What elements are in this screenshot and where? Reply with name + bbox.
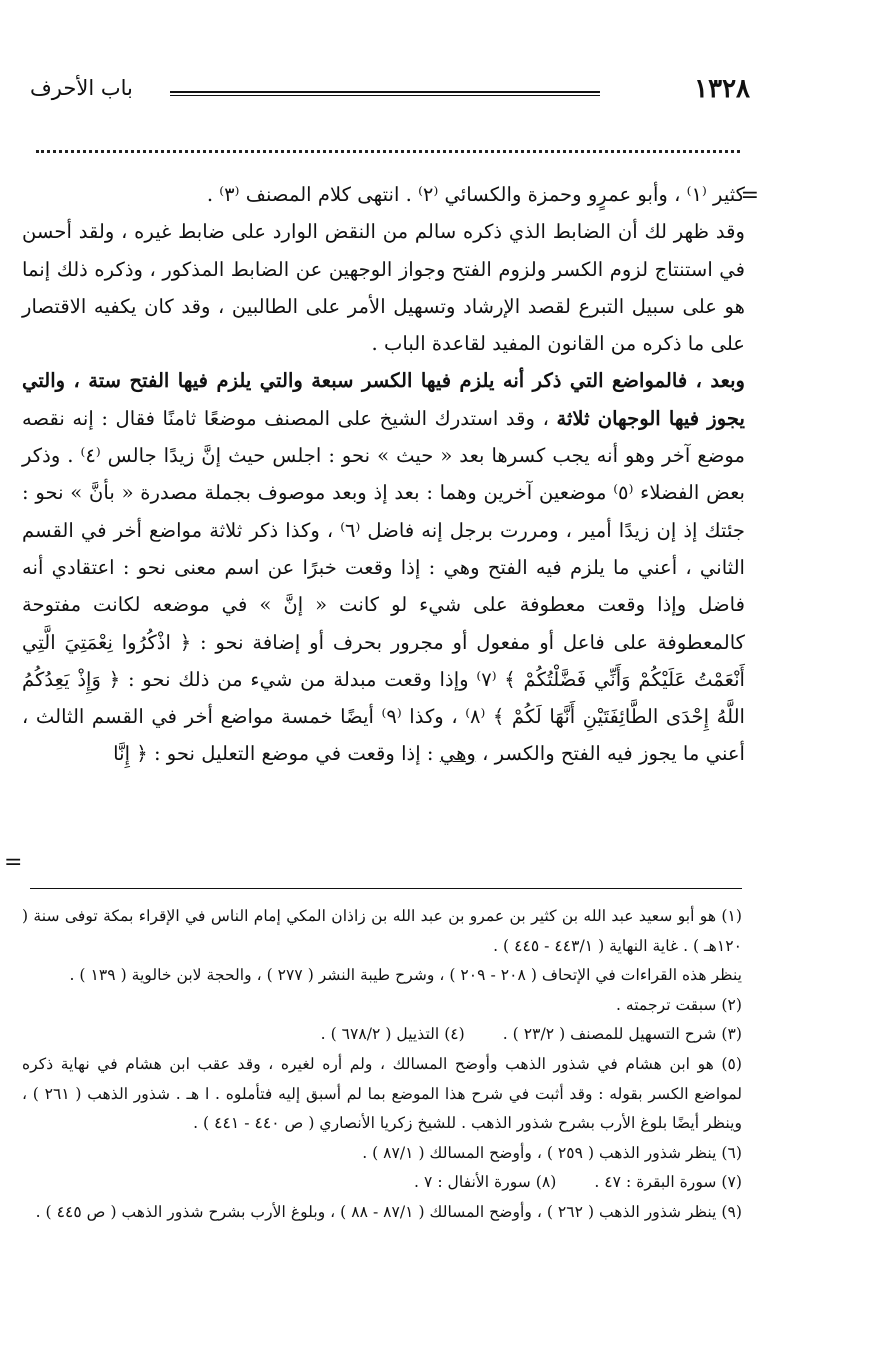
page-number: ١٣٢٨ [694, 74, 750, 104]
footnotes [22, 902, 742, 1228]
continuation-mark-end: = [4, 850, 23, 875]
footnote-8: (٨) سورة الأنفال : ٧ . [414, 1173, 557, 1192]
bold-phrase: وبعد ، فالمواضع التي ذكر أنه يلزم فيها الكسر سبعة والتي يلزم فيها الفتح ستة ، والتي يجوز فيها الوجهان ثلاثة [22, 369, 745, 430]
paragraph-3 [22, 362, 745, 772]
footnote-4: (٤) التذييل ( ٦٧٨/٢ ) . [320, 1025, 465, 1044]
paragraph-3-text: ، وقد استدرك الشيخ على المصنف موضعًا ثامنًا فقال : إنه نقصه موضع آخر وهو أنه يجب كسرها بعد « حيث » نحو : اجلس حيث إنَّ زيدًا جالس ⁽٤⁾ . وذكر بعض الفضلاء ⁽٥⁾ موضعين آخرين وهما : بعد إذ وبعد موصوف بجملة مصدرة « بأنَّ » نحو : جئتك إذ إن زيدًا أمير ، ومررت برجل إنه فاضل ⁽٦⁾ ، وكذا ذكر ثلاثة مواضع أخر في القسم الثاني ، أعني ما يلزم فيه الفتح وهي : إذا وقعت خبرًا عن اسم معنى نحو : اعتقادي أنه فاضل وإذا وقعت معطوفة على شيء لو كانت « إنَّ » في موضعه لكانت مفتوحة كالمعطوفة على فاعل أو مفعول أو مجرور بحرف أو إضافة نحو : ﴿ اذْكُرُوا نِعْمَتِيَ الَّتِي أَنْعَمْتُ عَلَيْكُمْ وَأَنِّي فَضَّلْتُكُمْ ﴾ ⁽٧⁾ وإذا وقعت مبدلة من شيء من ذلك نحو : ﴿ وَإِذْ يَعِدُكُمُ اللَّهُ إِحْدَى الطَّائِفَتَيْنِ أَنَّهَا لَكُمْ ﴾ ⁽٨⁾ ، وكذا ⁽٩⁾ أيضًا خمسة مواضع أخر في القسم الثالث ، أعني ما يجوز فيه الفتح والكسر ، [22, 406, 746, 766]
running-header [30, 70, 750, 110]
paragraph-3-end: : إذا وقعت في موضع التعليل نحو : ﴿ إِنَّا [113, 742, 440, 766]
underlined-word: وهي [439, 742, 476, 766]
footnote-separator [30, 888, 742, 889]
footnote-9: (٩) ينظر شذور الذهب ( ٢٦٢ ) ، وأوضح المسالك ( ٨٧/١ - ٨٨ ) ، وبلوغ الأرب بشرح شذور الذهب ( ص ٤٤٥ ) . [35, 1202, 742, 1221]
footnotes-3-4 [22, 1020, 742, 1050]
continuation-mark: = [740, 183, 759, 208]
footnote-1: (١) هو أبو سعيد عبد الله بن كثير بن عمرو بن عبد الله بن زاذان المكي إمام الناس في الإقراء بمكة توفى سنة ( ١٢٠هـ ) . غاية النهاية ( ٤٤٣/١ - ٤٤٥ ) . [22, 907, 742, 955]
footnote-5: (٥) هو ابن هشام في شذور الذهب وأوضح المسالك ، ولم أره لغيره ، وقد عقب ابن هشام في نهاية ذكره لمواضع الكسر بقوله : وقد أثبت في شرح هذا الموضع بما لم أسبق إليه فتأملوه . ا هـ . شذور الذهب ( ٢٦١ ) ، وينظر أيضًا بلوغ الأرب بشرح شذور الذهب . للشيخ زكريا الأنصاري ( ص ٤٤٠ - ٤٤١ ) . [22, 1054, 742, 1133]
main-text [22, 176, 759, 773]
footnotes-7-8 [22, 1168, 742, 1198]
dotted-separator [36, 150, 740, 153]
paragraph-2: وقد ظهر لك أن الضابط الذي ذكره سالم من النقض الوارد على ضابط غيره ، ولقد أحسن في استنتاج لزوم الكسر ولزوم الفتح وجواز الوجهين عن الضابط المذكور ، وذكره ذلك إنما هو على سبيل التبرع لقصد الإرشاد وتسهيل الأمر على الطالبين ، وقد كان يكفيه الاقتصار على ما ذكره من القانون المفيد لقاعدة الباب . [22, 220, 745, 356]
paragraph-1: كثير ⁽١⁾ ، وأبو عمرٍو وحمزة والكسائي ⁽٢⁾ . انتهى كلام المصنف ⁽٣⁾ . [206, 183, 745, 206]
footnote-7: (٧) سورة البقرة : ٤٧ . [594, 1173, 742, 1192]
header-rule [170, 91, 600, 96]
footnote-3: (٣) شرح التسهيل للمصنف ( ٢٣/٢ ) . [502, 1025, 742, 1044]
footnote-6: (٦) ينظر شذور الذهب ( ٢٥٩ ) ، وأوضح المسالك ( ٨٧/١ ) . [362, 1143, 742, 1162]
footnote-2: (٢) سبقت ترجمته . [615, 995, 742, 1014]
footnote-1-continued: ينظر هذه القراءات في الإتحاف ( ٢٠٨ - ٢٠٩ ) ، وشرح طيبة النشر ( ٢٧٧ ) ، والحجة لابن خالوية ( ١٣٩ ) . [69, 966, 742, 985]
chapter-title: باب الأحرف [30, 76, 133, 100]
